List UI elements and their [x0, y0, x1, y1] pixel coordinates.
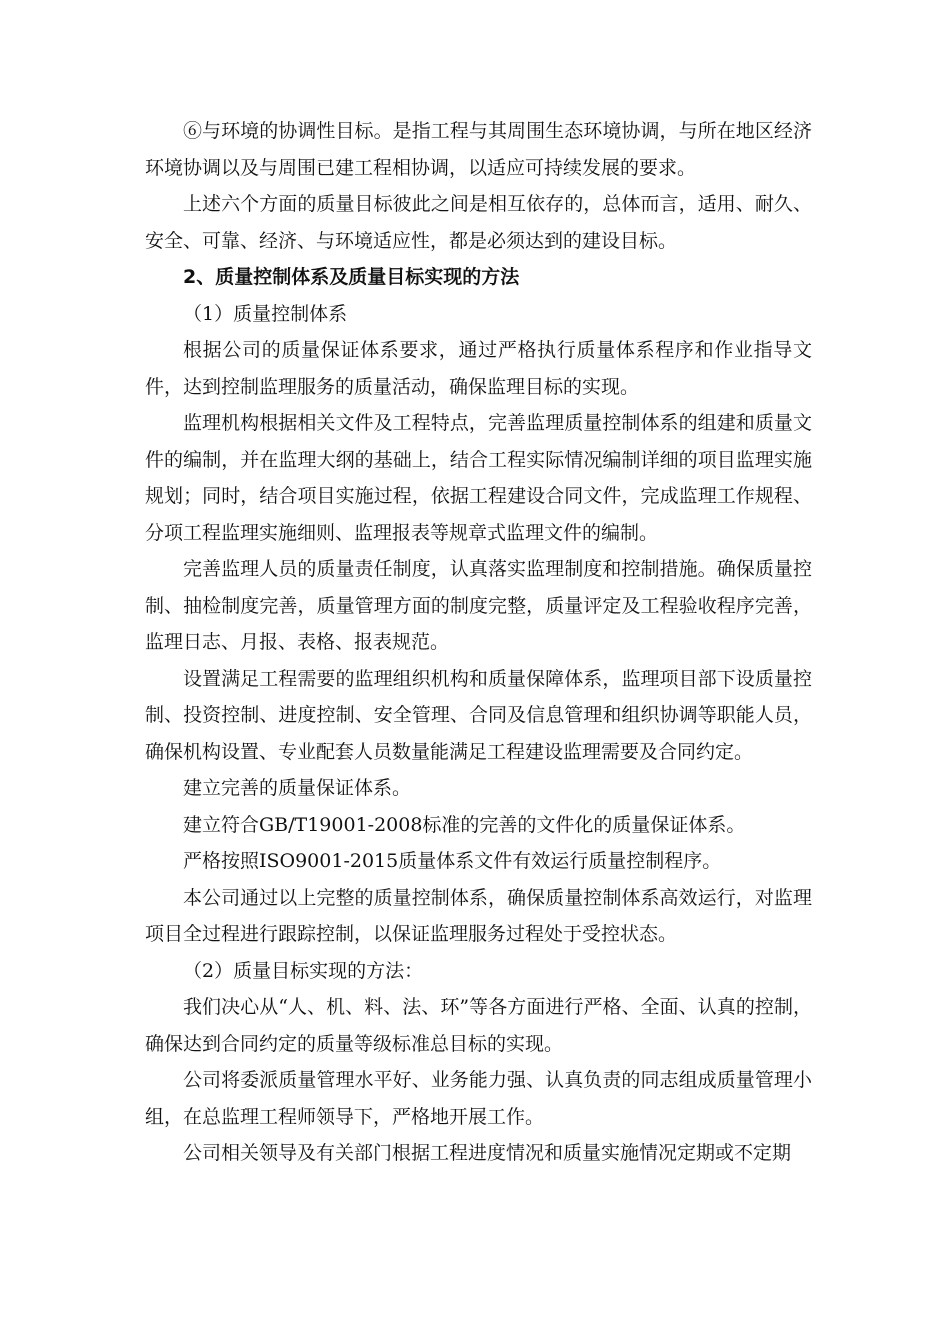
paragraph: 公司将委派质量管理水平好、业务能力强、认真负责的同志组成质量管理小组，在总监理工程师领导下，严格地开展工作。 — [145, 1069, 812, 1128]
paragraph: 公司相关领导及有关部门根据工程进度情况和质量实施情况定期或不定期 — [183, 1142, 792, 1164]
paragraph: 严格按照ISO9001-2015质量体系文件有效运行质量控制程序。 — [183, 850, 722, 872]
paragraph: 根据公司的质量保证体系要求，通过严格执行质量体系程序和作业指导文件，达到控制监理服务的质量活动，确保监理目标的实现。 — [145, 339, 812, 398]
paragraph: 建立符合GB/T19001-2008标准的完善的文件化的质量保证体系。 — [183, 813, 746, 836]
section-heading: 2、质量控制体系及质量目标实现的方法 — [183, 266, 520, 288]
subsection-heading: （1）质量控制体系 — [183, 302, 348, 325]
paragraph: 建立完善的质量保证体系。 — [183, 777, 412, 799]
document-page — [145, 113, 812, 1172]
paragraph: ⑥与环境的协调性目标。是指工程与其周围生态环境协调，与所在地区经济环境协调以及与周围已建工程相协调，以适应可持续发展的要求。 — [145, 120, 812, 179]
paragraph: 本公司通过以上完整的质量控制体系，确保质量控制体系高效运行，对监理项目全过程进行跟踪控制，以保证监理服务过程处于受控状态。 — [145, 886, 812, 945]
paragraph: 上述六个方面的质量目标彼此之间是相互依存的，总体而言，适用、耐久、安全、可靠、经济、与环境适应性，都是必须达到的建设目标。 — [145, 193, 812, 252]
paragraph: 监理机构根据相关文件及工程特点，完善监理质量控制体系的组建和质量文件的编制，并在监理大纲的基础上，结合工程实际情况编制详细的项目监理实施规划；同时，结合项目实施过程，依据工程建设合同文件，完成监理工作规程、分项工程监理实施细则、监理报表等规章式监理文件的编制。 — [145, 412, 812, 544]
paragraph: 设置满足工程需要的监理组织机构和质量保障体系，监理项目部下设质量控制、投资控制、进度控制、安全管理、合同及信息管理和组织协调等职能人员，确保机构设置、专业配套人员数量能满足工程建设监理需要及合同约定。 — [145, 667, 812, 763]
paragraph: 我们决心从“人、机、料、法、环”等各方面进行严格、全面、认真的控制，确保达到合同约定的质量等级标准总目标的实现。 — [145, 996, 812, 1055]
subsection-heading: （2）质量目标实现的方法： — [183, 959, 424, 982]
paragraph: 完善监理人员的质量责任制度，认真落实监理制度和控制措施。确保质量控制、抽检制度完善，质量管理方面的制度完整，质量评定及工程验收程序完善，监理日志、月报、表格、报表规范。 — [145, 558, 812, 653]
